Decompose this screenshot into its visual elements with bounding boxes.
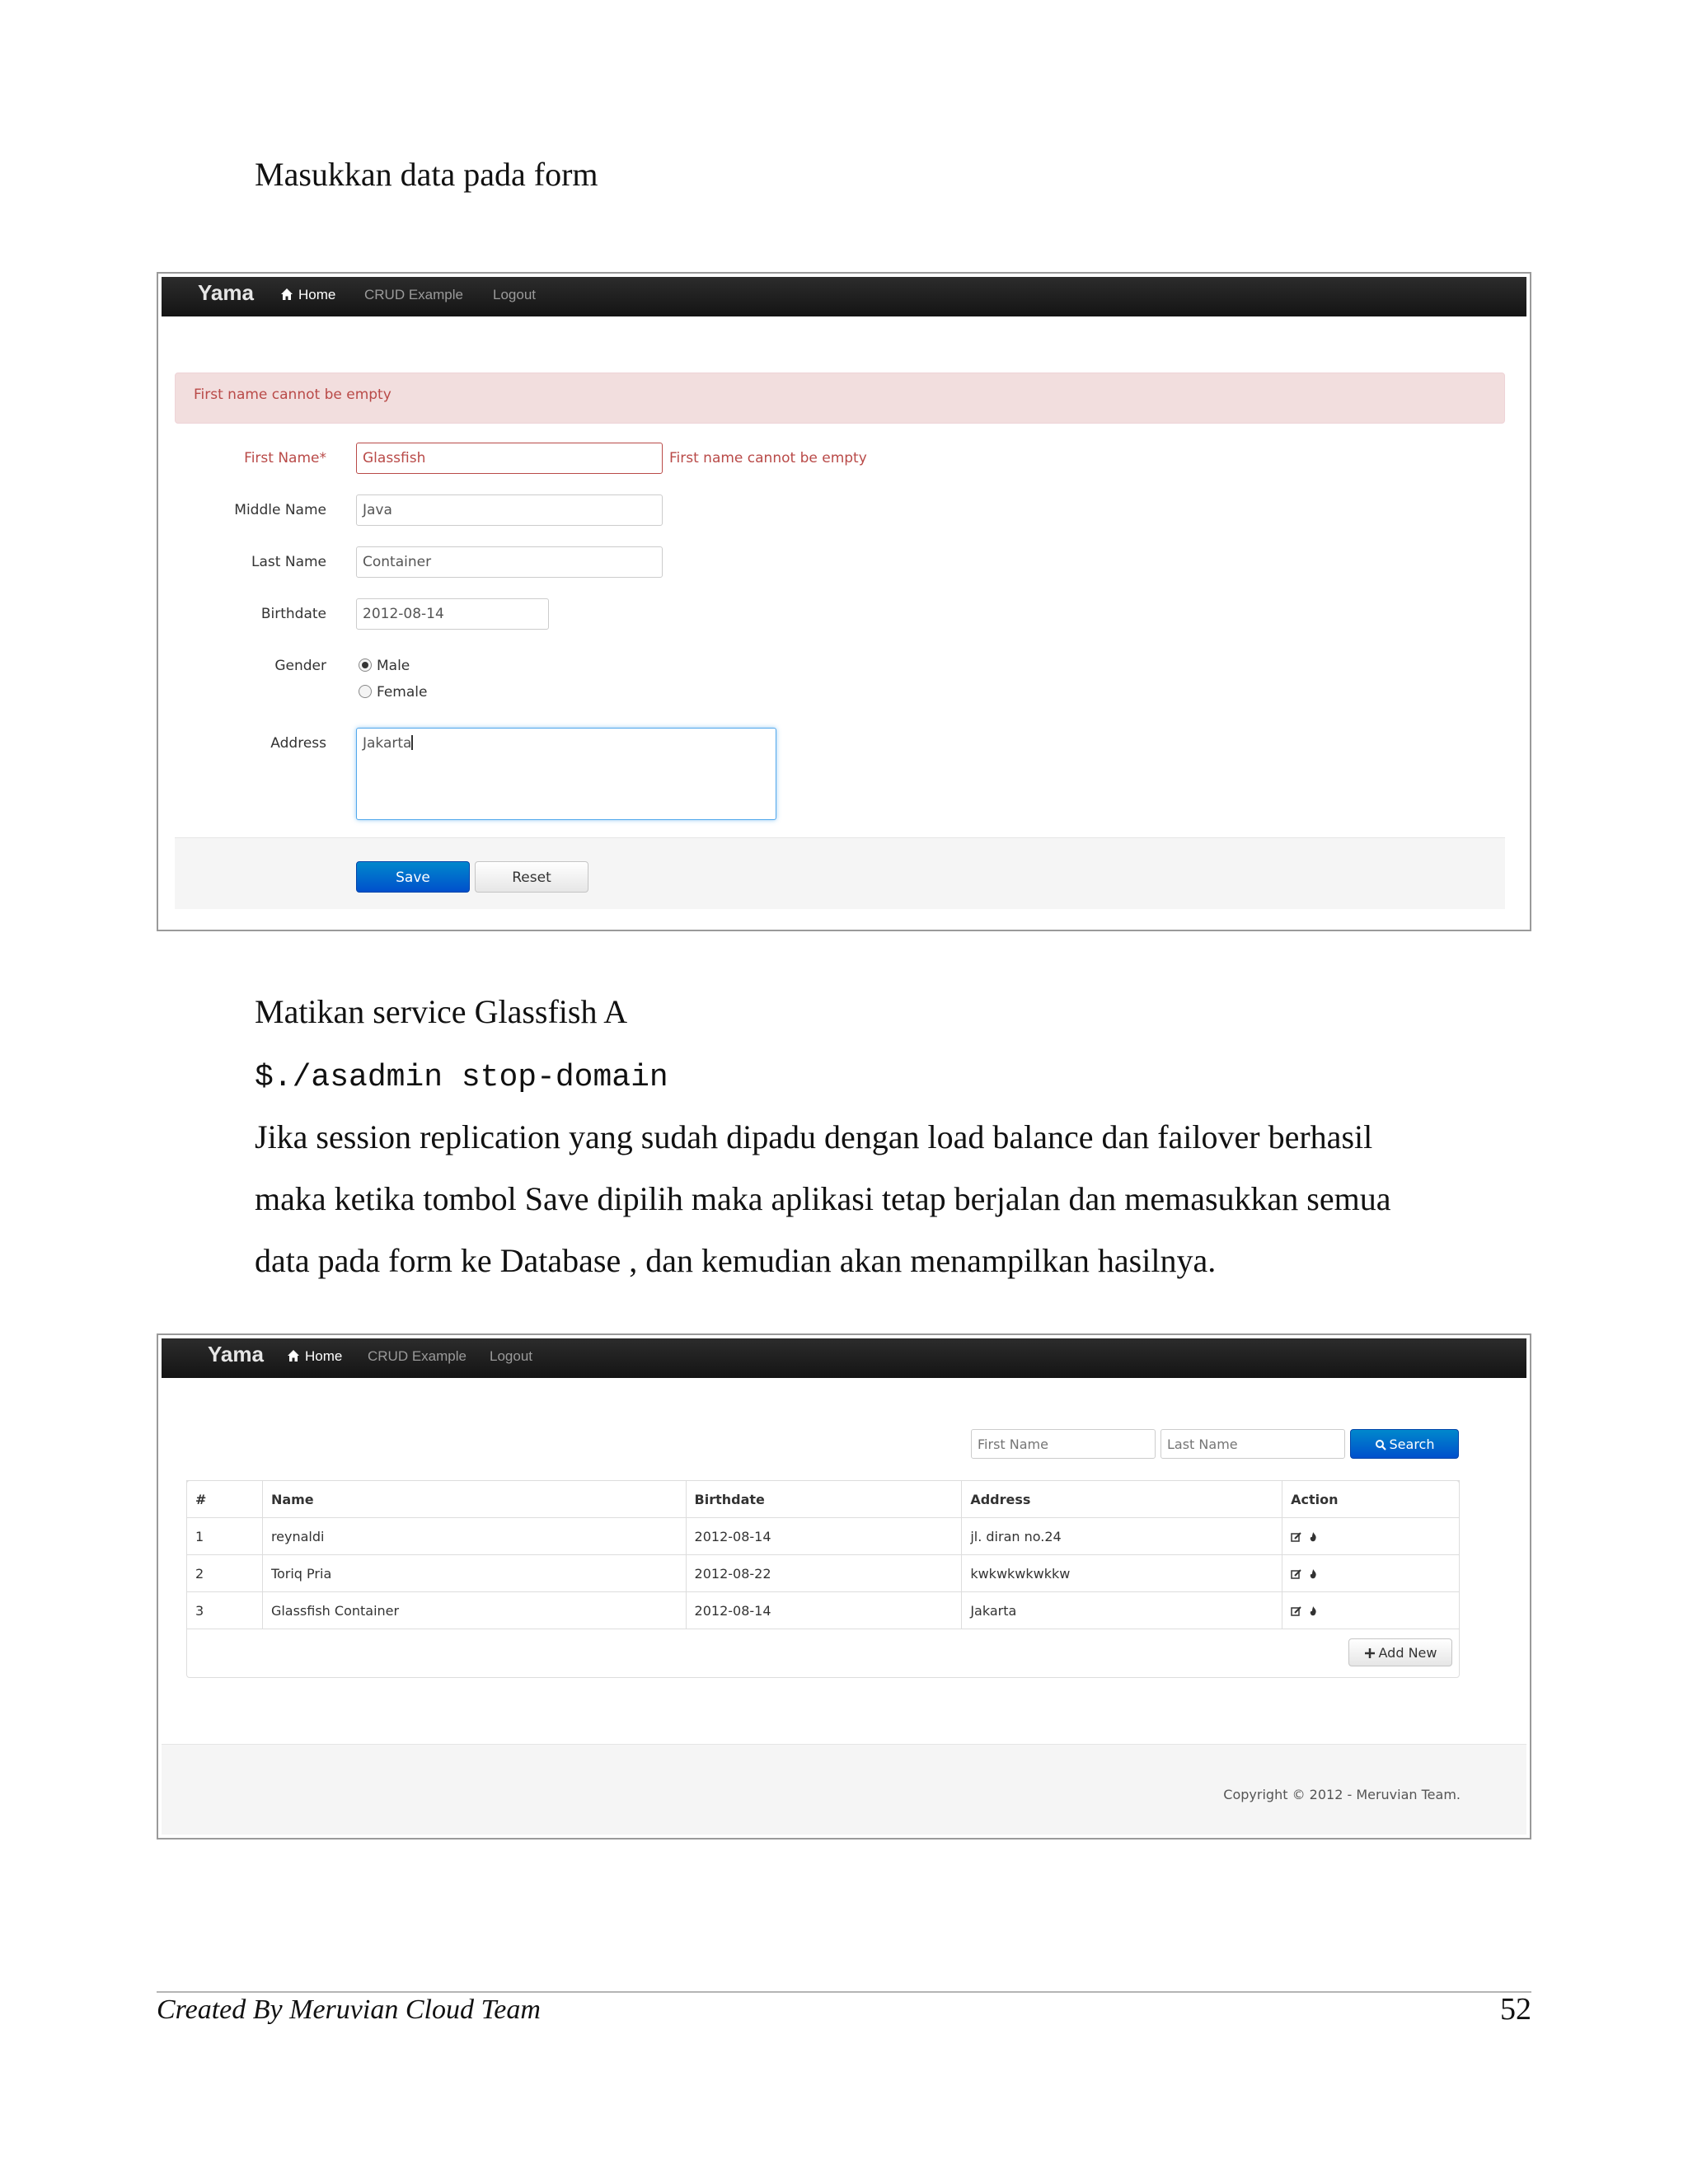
data-table: [186, 1480, 1460, 1629]
row-address: jl. diran no.24: [962, 1518, 1282, 1555]
row-actions: [1282, 1592, 1460, 1629]
edit-icon[interactable]: [1291, 1605, 1302, 1617]
copyright-text: Copyright © 2012 - Meruvian Team.: [1223, 1787, 1461, 1802]
col-header-birthdate: Birthdate: [686, 1481, 962, 1518]
col-header-address: Address: [962, 1481, 1282, 1518]
page-footer-credit: Created By Meruvian Cloud Team: [157, 1994, 541, 2025]
last-name-input[interactable]: Container: [356, 546, 663, 578]
row-actions: [1282, 1518, 1460, 1555]
section-heading-form: Masukkan data pada form: [255, 156, 598, 193]
plus-icon: [1364, 1647, 1376, 1659]
search-button[interactable]: [1350, 1429, 1459, 1459]
row-birthdate: 2012-08-14: [686, 1592, 962, 1629]
nav-home[interactable]: [287, 1348, 342, 1365]
footer-divider: [157, 1991, 1531, 1993]
table-row: [187, 1518, 1460, 1555]
birthdate-label: Birthdate: [260, 606, 326, 622]
nav-home-label: Home: [298, 287, 336, 302]
search-first-name-input[interactable]: [971, 1429, 1156, 1459]
row-address: kwkwkwkwkkw: [962, 1555, 1282, 1592]
address-textarea[interactable]: [356, 728, 776, 820]
table-header-row: [187, 1481, 1460, 1518]
paragraph-line-1: Jika session replication yang sudah dipadu dengan load balance dan failover berhasil: [255, 1118, 1373, 1155]
row-name: Glassfish Container: [262, 1592, 686, 1629]
home-icon: [280, 288, 293, 301]
row-name: reynaldi: [262, 1518, 686, 1555]
row-address: Jakarta: [962, 1592, 1282, 1629]
save-button[interactable]: Save: [356, 861, 470, 893]
address-value: Jakarta: [363, 735, 412, 752]
gender-label: Gender: [274, 658, 326, 674]
nav-logout[interactable]: Logout: [490, 1348, 532, 1364]
row-number: 1: [187, 1518, 263, 1555]
section-heading-stop: Matikan service Glassfish A: [255, 993, 628, 1030]
address-label: Address: [270, 735, 326, 752]
edit-icon[interactable]: [1291, 1531, 1302, 1543]
row-birthdate: 2012-08-22: [686, 1555, 962, 1592]
command-line: $./asadmin stop-domain: [255, 1060, 668, 1095]
birthdate-input[interactable]: 2012-08-14: [356, 598, 549, 630]
gender-male-label: Male: [377, 658, 410, 674]
home-icon: [287, 1349, 300, 1362]
edit-icon[interactable]: [1291, 1568, 1302, 1580]
first-name-input[interactable]: Glassfish: [356, 443, 663, 474]
last-name-label: Last Name: [251, 554, 326, 570]
page-number: 52: [1500, 1992, 1531, 2027]
col-header-name: Name: [262, 1481, 686, 1518]
add-new-button[interactable]: [1348, 1638, 1452, 1666]
row-name: Toriq Pria: [262, 1555, 686, 1592]
search-icon: [1375, 1439, 1386, 1451]
first-name-error: First name cannot be empty: [669, 450, 867, 466]
list-screenshot: [157, 1333, 1531, 1840]
nav-crud-example[interactable]: CRUD Example: [368, 1348, 467, 1364]
navbar: [162, 1338, 1526, 1378]
navbar: [162, 277, 1526, 316]
delete-icon[interactable]: [1307, 1605, 1319, 1617]
paragraph-line-2: maka ketika tombol Save dipilih maka aplikasi tetap berjalan dan memasukkan semua: [255, 1180, 1391, 1217]
row-birthdate: 2012-08-14: [686, 1518, 962, 1555]
search-button-label: Search: [1389, 1436, 1435, 1452]
row-number: 3: [187, 1592, 263, 1629]
paragraph-line-3: data pada form ke Database , dan kemudian akan menampilkan hasilnya.: [255, 1242, 1217, 1279]
col-header-number: #: [187, 1481, 263, 1518]
delete-icon[interactable]: [1307, 1568, 1319, 1580]
middle-name-label: Middle Name: [234, 502, 326, 518]
nav-logout[interactable]: Logout: [493, 287, 536, 302]
table-row: [187, 1592, 1460, 1629]
middle-name-input[interactable]: Java: [356, 494, 663, 526]
row-actions: [1282, 1555, 1460, 1592]
reset-button[interactable]: Reset: [475, 861, 588, 893]
radio-checked-icon: [359, 658, 372, 672]
text-cursor: [411, 735, 413, 750]
nav-crud-example[interactable]: CRUD Example: [364, 287, 463, 302]
first-name-label: First Name*: [244, 450, 326, 466]
add-new-label: Add New: [1378, 1645, 1437, 1661]
error-alert: [175, 373, 1505, 424]
nav-home-label: Home: [305, 1348, 343, 1364]
delete-icon[interactable]: [1307, 1531, 1319, 1543]
brand-logo[interactable]: Yama: [208, 1342, 264, 1366]
brand-logo[interactable]: Yama: [198, 280, 254, 305]
col-header-action: Action: [1282, 1481, 1460, 1518]
nav-home[interactable]: [280, 287, 335, 303]
gender-female-radio[interactable]: [359, 684, 427, 701]
alert-message: First name cannot be empty: [194, 387, 392, 403]
table-row: [187, 1555, 1460, 1592]
form-screenshot: [157, 272, 1531, 931]
gender-female-label: Female: [377, 684, 428, 701]
radio-unchecked-icon: [359, 685, 372, 698]
row-number: 2: [187, 1555, 263, 1592]
gender-male-radio[interactable]: [359, 658, 410, 674]
search-last-name-input[interactable]: [1160, 1429, 1345, 1459]
